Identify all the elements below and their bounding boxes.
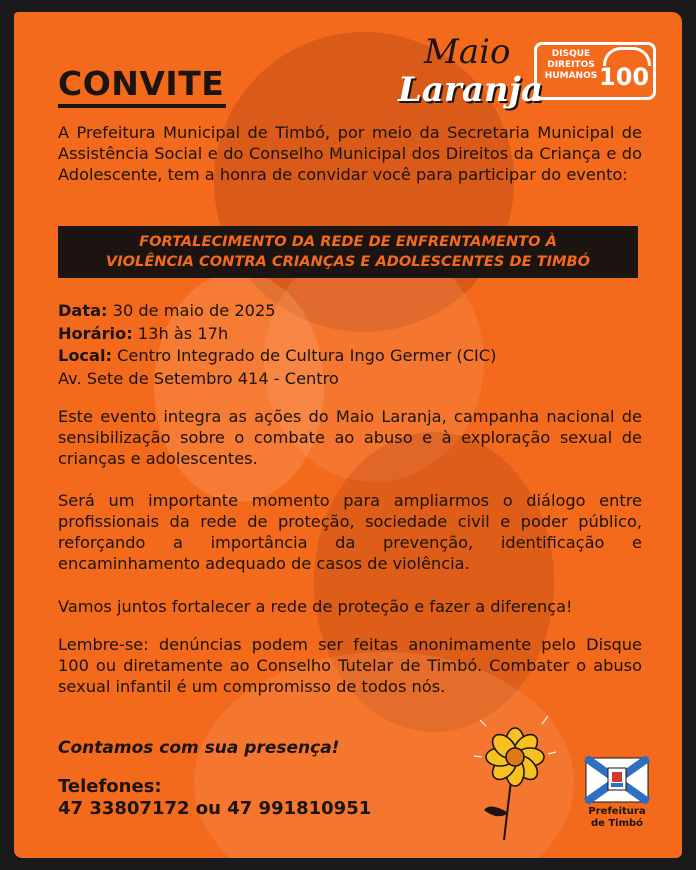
closing-text: Contamos com sua presença! bbox=[58, 738, 340, 758]
intro-paragraph: A Prefeitura Municipal de Timbó, por meio da Secretaria Municipal de Assistência Social e do Conselho Municipal dos Direitos da Criança e do Adolescente, tem a honra de convidar você para participar do evento: bbox=[58, 123, 642, 184]
banner-line-1: FORTALECIMENTO DA REDE DE ENFRENTAMENTO À bbox=[139, 233, 557, 250]
disque-line-1: DISQUE bbox=[551, 49, 591, 59]
paragraph-campaign: Este evento integra as ações do Maio Laranja, campanha nacional de sensibilização sobre o combate ao abuso e à exploração sexual de crianças e adolescentes. bbox=[58, 407, 642, 468]
paragraph-dialogue: Será um importante momento para ampliarmos o diálogo entre profissionais da rede de proteção, sociedade civil e poder público, reforçando a importância da prevenção, identificação e encaminhamento adequado de casos de violência. bbox=[58, 491, 642, 573]
city-crest-icon bbox=[584, 756, 650, 804]
detail-time: Horário: 13h às 17h bbox=[58, 323, 229, 343]
disque-line-2: DIREITOS bbox=[547, 60, 595, 70]
crest-label bbox=[584, 806, 650, 830]
disque-text bbox=[542, 49, 600, 82]
phone-numbers: 47 33807172 ou 47 991810951 bbox=[58, 798, 372, 819]
disque-number: 100 bbox=[599, 63, 650, 91]
paragraph-report: Lembre-se: denúncias podem ser feitas anonimamente pelo Disque 100 ou diretamente ao Conselho Tutelar de Timbó. Combater o abuso sexual infantil é um compromisso de todos nós. bbox=[58, 635, 642, 696]
paragraph-together: Vamos juntos fortalecer a rede de proteção e fazer a diferença! bbox=[58, 597, 573, 616]
prefeitura-timbo-logo bbox=[584, 756, 650, 846]
laranja-text: Laranja bbox=[398, 70, 543, 110]
flower-icon bbox=[460, 702, 570, 842]
crest-line-2: de Timbó bbox=[590, 818, 644, 829]
crest-line-1: Prefeitura bbox=[588, 806, 646, 817]
maio-text: Maio bbox=[424, 32, 511, 72]
title-underline bbox=[58, 104, 226, 108]
detail-address: Av. Sete de Setembro 414 - Centro bbox=[58, 368, 339, 388]
disque-100-logo bbox=[534, 42, 656, 100]
detail-date: Data: 30 de maio de 2025 bbox=[58, 301, 276, 320]
phones-label: Telefones: bbox=[58, 776, 162, 797]
event-title-banner bbox=[58, 226, 638, 278]
disque-line-3: HUMANOS bbox=[544, 71, 598, 81]
detail-place: Local: Centro Integrado de Cultura Ingo Germer (CIC) bbox=[58, 346, 497, 365]
content bbox=[14, 12, 682, 858]
page-title: CONVITE bbox=[58, 64, 225, 103]
orange-card bbox=[14, 12, 682, 858]
banner-line-2: VIOLÊNCIA CONTRA CRIANÇAS E ADOLESCENTES DE TIMBÓ bbox=[105, 253, 591, 270]
maio-laranja-logo bbox=[398, 32, 543, 122]
event-details bbox=[58, 300, 648, 390]
banner-text bbox=[58, 232, 638, 272]
